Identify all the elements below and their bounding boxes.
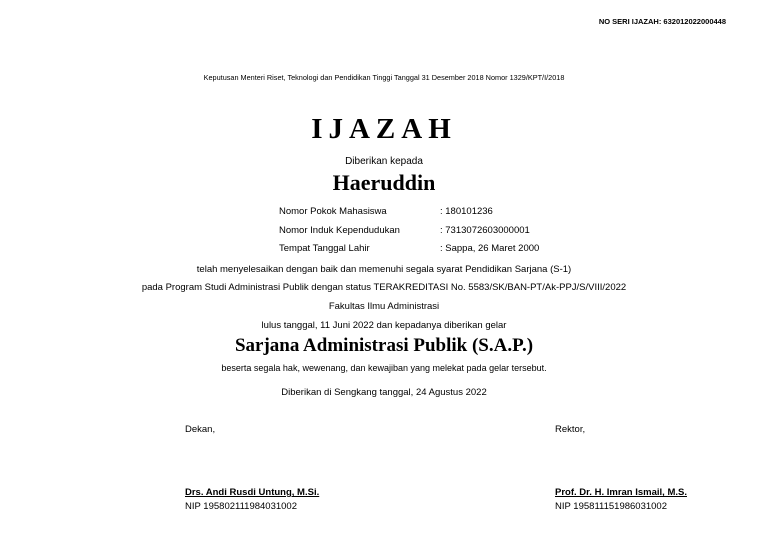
graduation-statement: lulus tanggal, 11 Juni 2022 dan kepadanya diberikan gelar (261, 320, 507, 331)
population-id-value: : 7313072603000001 (440, 225, 530, 236)
rights-statement: beserta segala hak, wewenang, dan kewajiban yang melekat pada gelar tersebut. (221, 363, 547, 373)
rector-name: Prof. Dr. H. Imran Ismail, M.S. (555, 487, 687, 498)
birth-place-date-label: Tempat Tanggal Lahir (279, 243, 370, 254)
dean-title: Dekan, (185, 424, 216, 435)
rector-title: Rektor, (555, 424, 586, 435)
program-statement: pada Program Studi Administrasi Publik dengan status TERAKREDITASI No. 5583/SK/BAN-PT/Ak-PPJ/S/VIII/2022 (141, 282, 627, 293)
birth-place-date-value: : Sappa, 26 Maret 2000 (440, 243, 540, 254)
issue-place-date: Diberikan di Sengkang tanggal, 24 Agustus 2022 (281, 387, 487, 398)
recipient-name: Haeruddin (332, 170, 436, 195)
dean-nip: NIP 195802111984031002 (185, 501, 297, 512)
completion-statement: telah menyelesaikan dengan baik dan memenuhi segala syarat Pendidikan Sarjana (S-1) (196, 264, 572, 275)
certificate-title: IJAZAH (311, 113, 457, 145)
dean-name: Drs. Andi Rusdi Untung, M.Si. (185, 487, 320, 498)
rector-nip: NIP 195811151986031002 (555, 501, 667, 512)
given-to-text: Diberikan kepada (345, 156, 423, 167)
serial-number: NO SERI IJAZAH: 632012022000448 (598, 17, 726, 26)
degree-title: Sarjana Administrasi Publik (S.A.P.) (234, 335, 534, 356)
population-id-label: Nomor Induk Kependudukan (279, 225, 400, 236)
decree-reference: Keputusan Menteri Riset, Teknologi dan Pendidikan Tinggi Tanggal 31 Desember 2018 Nomor 1329/KPT/I/2018 (203, 73, 565, 82)
student-number-value: : 180101236 (440, 206, 493, 217)
faculty-name: Fakultas Ilmu Administrasi (328, 301, 440, 312)
student-number-label: Nomor Pokok Mahasiswa (279, 206, 387, 217)
